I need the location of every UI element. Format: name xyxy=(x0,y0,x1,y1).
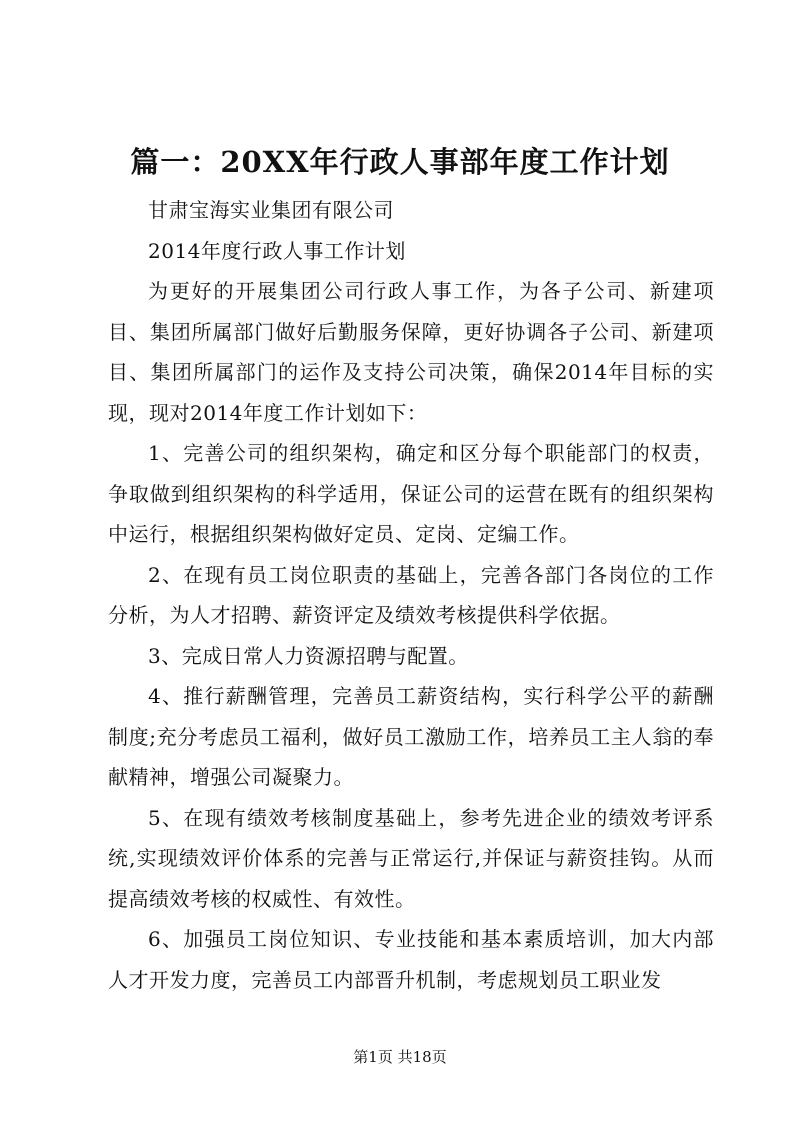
page-title: 篇一：20XX年行政人事部年度工作计划 xyxy=(130,145,670,179)
company-name: 甘肃宝海实业集团有限公司 xyxy=(148,198,394,222)
plan-item-1: 1、完善公司的组织架构，确定和区分每个职能部门的权责，争取做到组织架构的科学适用，保证公司的运营在既有的组织架构中运行，根据组织架构做好定员、定岗、定编工作。 xyxy=(108,441,714,546)
plan-item-6: 6、加强员工岗位知识、专业技能和基本素质培训，加大内部人才开发力度，完善员工内部晋升机制，考虑规划员工职业发 xyxy=(108,927,714,992)
plan-heading: 2014年度行政人事工作计划 xyxy=(148,238,406,263)
plan-item-2: 2、在现有员工岗位职责的基础上，完善各部门各岗位的工作分析，为人才招聘、薪资评定及绩效考核提供科学依据。 xyxy=(108,562,714,627)
plan-item-5: 5、在现有绩效考核制度基础上，参考先进企业的绩效考评系统,实现绩效评价体系的完善与正常运行,并保证与薪资挂钩。从而提高绩效考核的权威性、有效性。 xyxy=(108,805,714,911)
intro-paragraph: 为更好的开展集团公司行政人事工作，为各子公司、新建项目、集团所属部门做好后勤服务保障，更好协调各子公司、新建项目、集团所属部门的运作及支持公司决策，确保2014年目标的实现，现对2014年度工作计划如下： xyxy=(108,279,714,425)
plan-item-3: 3、完成日常人力资源招聘与配置。 xyxy=(148,643,469,668)
document-body xyxy=(108,190,714,1000)
plan-item-4: 4、推行薪酬管理，完善员工薪资结构，实行科学公平的薪酬制度;充分考虑员工福利，做好员工激励工作，培养员工主人翁的奉献精神，增强公司凝聚力。 xyxy=(108,684,714,789)
page-footer: 第1页 共18页 xyxy=(353,1048,447,1066)
